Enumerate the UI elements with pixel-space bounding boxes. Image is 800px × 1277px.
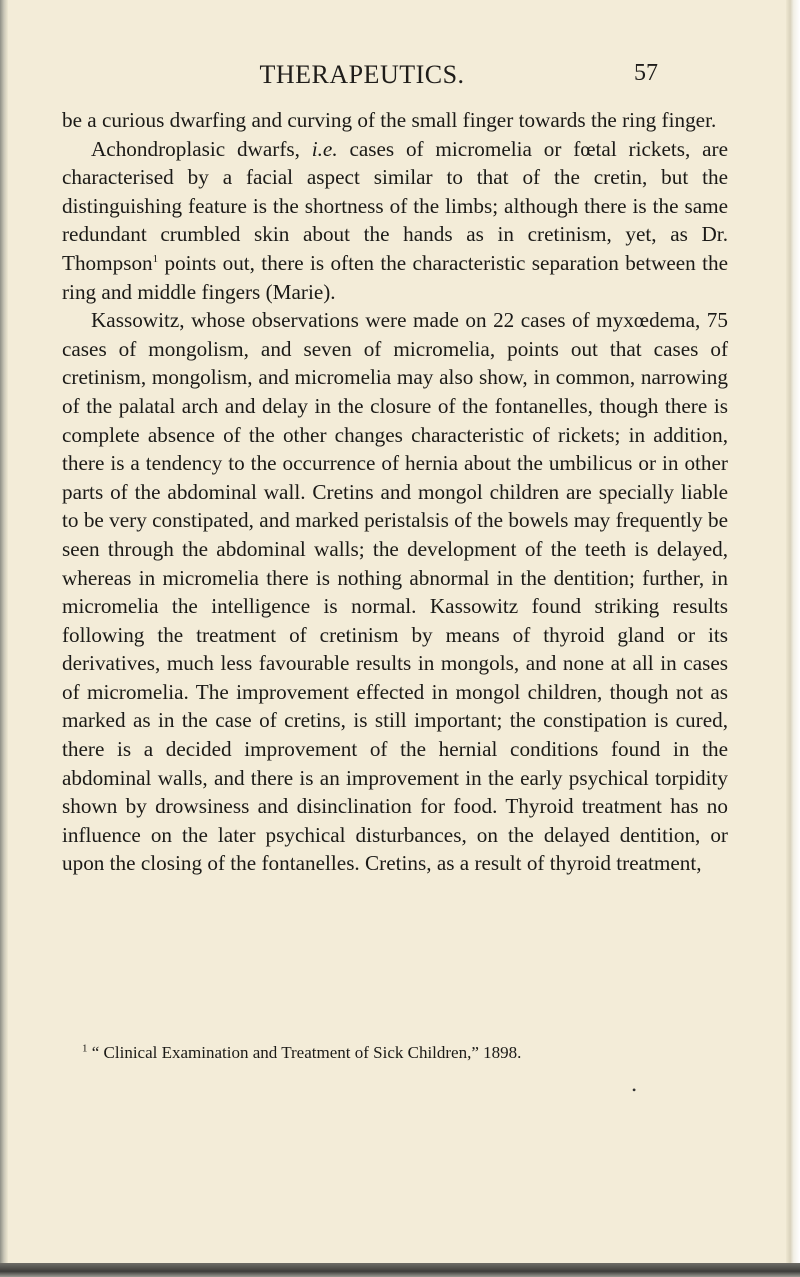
footnote <box>82 1043 728 1063</box>
body-text <box>62 106 728 878</box>
paragraph-2-part-b: cases of micromelia or fœtal rickets, are characterised by a facial aspect similar to that of the cretin, but the distinguishing feature is the shortness of the limbs; although there is the same redundant crumbled skin about the hands as in cretinism, yet, as Dr. Thompson <box>62 136 728 275</box>
footnote-reference: 1 <box>152 252 159 265</box>
paragraph-2-ie: i.e. <box>311 136 338 161</box>
page-left-edge <box>0 0 8 1277</box>
paragraph-2-part-c: points out, there is often the characteristic separation between the ring and middle fingers (Marie). <box>62 250 728 304</box>
page-header <box>0 60 800 96</box>
paragraph-3: Kassowitz, whose observations were made on 22 cases of myxœdema, 75 cases of mongolism, and seven of micromelia, points out that cases of cretinism, mongolism, and micromelia may also show, in common, narrowing of the palatal arch and delay in the closure of the fontanelles, though there is complete absence of the other changes characteristic of rickets; in addition, there is a tendency to the occurrence of hernia about the umbilicus or in other parts of the abdominal wall. Cretins and mongol children are specially liable to be very constipated, and marked peristalsis of the bowels may frequently be seen through the abdominal walls; the development of the teeth is delayed, whereas in micromelia there is nothing abnormal in the dentition; further, in micromelia the intelligence is normal. Kassowitz found striking results following the treatment of cretinism by means of thyroid gland or its derivatives, much less favourable results in mongols, and none at all in cases of micromelia. The improvement effected in mongol children, though not as marked as in the case of cretins, is still important; the constipation is cured, there is a decided improvement of the hernial conditions found in the abdominal walls, and there is an improvement in the early psychical torpidity shown by drowsiness and disinclination for food. Thyroid treatment has no influence on the later psychical disturbances, on the delayed dentition, or upon the closing of the fontanelles. Cretins, as a result of thyroid treatment, <box>62 308 728 876</box>
running-title: THERAPEUTICS. <box>259 60 465 89</box>
paragraph-2 <box>62 135 728 307</box>
footnote-text: “ Clinical Examination and Treatment of Sick Children,” 1898. <box>87 1043 522 1062</box>
print-mark: • <box>632 1083 637 1097</box>
footnote-marker: 1 <box>82 1042 88 1055</box>
paragraph-1: be a curious dwarfing and curving of the small finger towards the ring finger. <box>62 108 717 132</box>
page-number: 57 <box>634 60 658 86</box>
page-right-edge <box>786 0 800 1277</box>
page-bottom-edge <box>0 1263 800 1277</box>
paragraph-2-part-a: Achondroplasic dwarfs, <box>91 136 312 161</box>
